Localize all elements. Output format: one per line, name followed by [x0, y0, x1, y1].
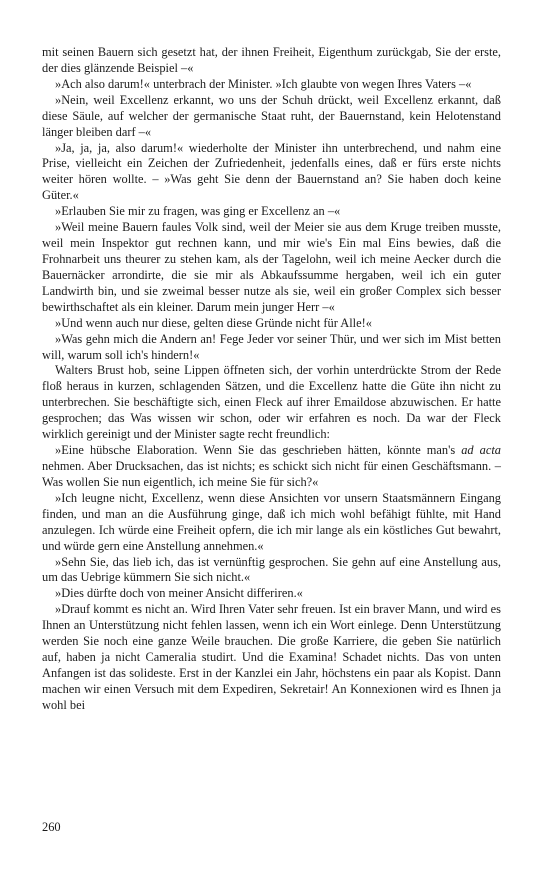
- text-run: »Weil meine Bauern faules Volk sind, weil der Meier sie aus dem Kruge treiben musste, weil mein Inspektor gut rechnen kann, und mir wie's Ein mal Eins bewies, daß die Frohnarbeit uns theurer zu stehen kam, als der Tagelohn, weil ich meine Aecker durch die Bauernäcker arrondirte, die sie mir als Abkaufssumme hergaben, weil ich ein guter Landwirth bin, und sie zweimal besser nutze als sie, weil ein großer Complex sich besser bewirthschaftet als ein kleiner. Darum mein junger Herr –«: [42, 220, 501, 314]
- paragraph: [42, 363, 501, 443]
- text-run: »Eine hübsche Elaboration. Wenn Sie das geschrieben hätten, könnte man's: [55, 443, 462, 458]
- paragraph: [42, 77, 501, 93]
- body-text: [42, 45, 501, 714]
- paragraph: [42, 586, 501, 602]
- paragraph: [42, 316, 501, 332]
- text-run: »Was gehn mich die Andern an! Fege Jeder vor seiner Thür, und wer sich im Mist betten will, warum soll ich's hindern!«: [42, 331, 501, 362]
- paragraph: [42, 332, 501, 364]
- text-run: »Ach also darum!« unterbrach der Minister. »Ich glaubte von wegen Ihres Vaters –«: [55, 76, 472, 91]
- text-run: »Nein, weil Excellenz erkannt, wo uns der Schuh drückt, weil Excellenz erkannt, daß diese Säule, auf welcher der germanische Staat ruht, der Bauernstand, kein Helotenstand länger bleiben darf –«: [42, 92, 501, 139]
- text-run: Walters Brust hob, seine Lippen öffneten sich, der vorhin unterdrückte Strom der Rede floß heraus in kurzen, schlagenden Sätzen, und die Excellenz hatte die Güte ihn nicht zu unterbrechen. Sie beschäftigte sich, einen Fleck auf ihrer Emaildose abzuwischen. Er hatte gesprochen; das Was wissen wir schon, oder wir erfahren es noch. Da war der Fleck wirklich gereinigt und der Minister sagte recht freundlich:: [42, 363, 501, 442]
- paragraph: [42, 93, 501, 141]
- paragraph: [42, 141, 501, 205]
- text-run: »Sehn Sie, das lieb ich, das ist vernünftig gesprochen. Sie gehn auf eine Anstellung aus, um das Uebrige kümmern Sie sich nicht.«: [42, 554, 501, 585]
- paragraph: [42, 443, 501, 491]
- paragraph: [42, 555, 501, 587]
- text-run: »Dies dürfte doch von meiner Ansicht differiren.«: [55, 586, 303, 601]
- text-run: »Ja, ja, ja, also darum!« wiederholte der Minister ihn unterbrechend, und nahm eine Prise, vielleicht ein Zeichen der Zufriedenheit, jedenfalls eines, daß er fürs erste nichts weiter hören wollte. – »Was geht Sie denn der Bauernstand an? Sie haben doch keine Güter.«: [42, 140, 501, 203]
- text-run: »Und wenn auch nur diese, gelten diese Gründe nicht für Alle!«: [55, 315, 372, 330]
- text-run: »Erlauben Sie mir zu fragen, was ging er Excellenz an –«: [55, 204, 341, 219]
- text-run: mit seinen Bauern sich gesetzt hat, der ihnen Freiheit, Eigenthum zurückgab, Sie der erste, der dies glänzende Beispiel –«: [42, 45, 501, 75]
- paragraph: [42, 602, 501, 713]
- paragraph: [42, 491, 501, 555]
- page-number: 260: [42, 820, 61, 834]
- paragraph: [42, 220, 501, 316]
- text-run: nehmen. Aber Drucksachen, das ist nichts; es schickt sich nicht für einen Geschäftsmann. – Was wollen Sie nun eigentlich, ich meine Sie für sich?«: [42, 458, 501, 489]
- text-run: »Drauf kommt es nicht an. Wird Ihren Vater sehr freuen. Ist ein braver Mann, und wird es Ihnen an Unterstützung nicht fehlen lassen, wenn ich ein Wort einlege. Denn Unterstützung werden Sie noch eine ganze Weile brauchen. Die große Karriere, die geben Sie natürlich auf, haben ja nicht Cameralia studirt. Und die Examina! Schadet nichts. Das von unten Anfangen ist das solideste. Erst in der Kanzlei ein Jahr, höchstens ein paar als Kopist. Dann machen wir einen Versuch mit dem Expediren, Sekretair! An Konnexionen wird es Ihnen ja wohl bei: [42, 602, 501, 712]
- paragraph: [42, 45, 501, 77]
- paragraph: [42, 204, 501, 220]
- text-run: »Ich leugne nicht, Excellenz, wenn diese Ansichten vor unsern Staatsmännern Eingang finden, und man an die Ausführung ginge, daß ich mich wohl befähigt fühlte, mit Hand anzulegen. Ich würde eine Freiheit opfern, die ich mir lange als ein köstliches Gut bewahrt, und würde gern eine Anstellung annehmen.«: [42, 490, 501, 553]
- italic-phrase: ad acta: [461, 443, 501, 458]
